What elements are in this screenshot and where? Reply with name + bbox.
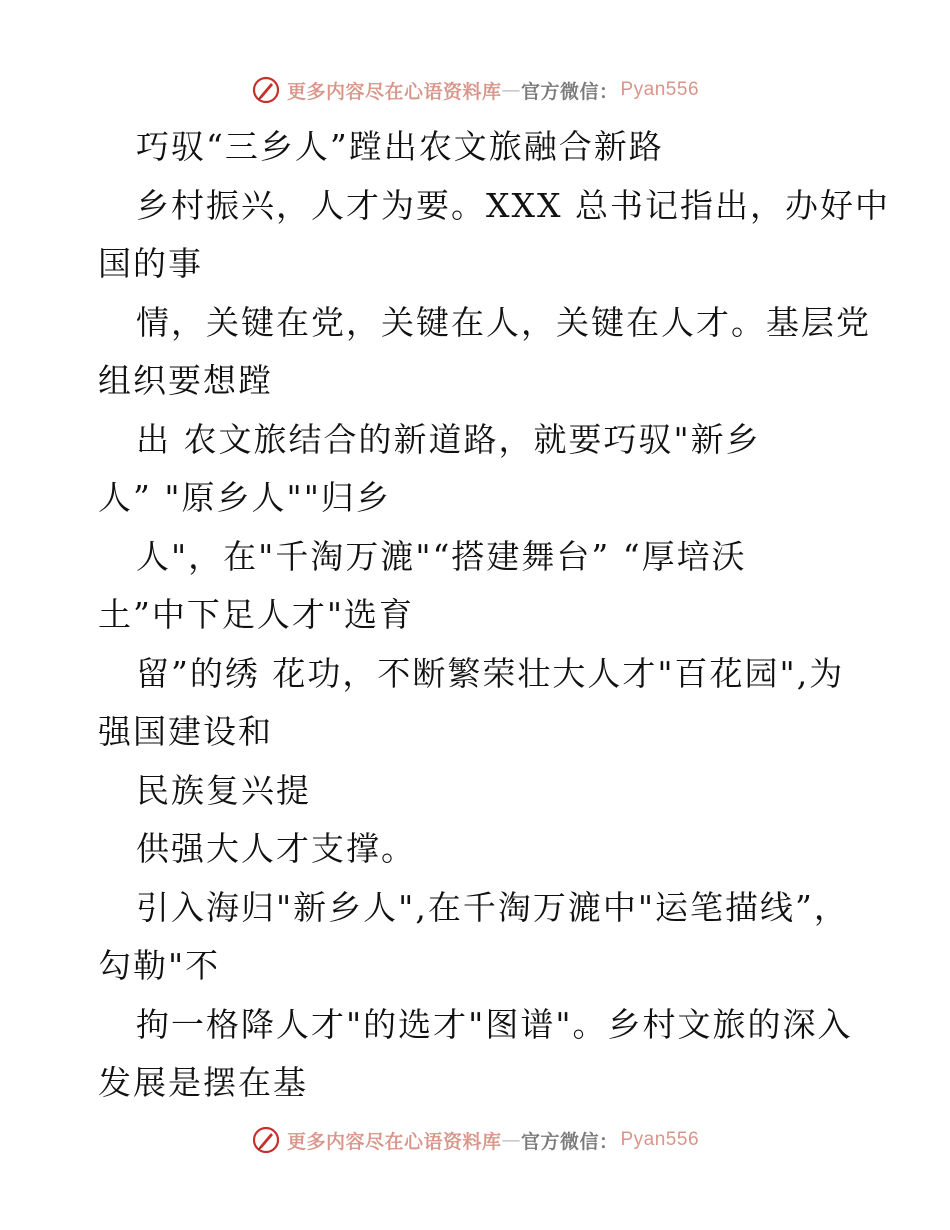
document-title: 巧驭“三乡人”蹚出农文旅融合新路	[136, 127, 664, 166]
text-line: 引入海归"新乡人",在千淘万漉中"运笔描线”，	[136, 887, 849, 927]
text-line: 出 农文旅结合的新道路，就要巧驭"新乡	[136, 419, 761, 459]
watermark-separator: —	[501, 1129, 521, 1151]
text-line: 供强大人才支撑。	[136, 829, 416, 868]
watermark-label: 官方微信：	[520, 1130, 619, 1153]
text-line: 国的事	[98, 244, 203, 283]
text-line: 土”中下足人才"选育	[98, 595, 415, 634]
quill-logo-icon	[251, 1125, 281, 1155]
text-line: 人” "原乡人""归乡	[98, 478, 391, 517]
watermark-brand: 更多内容尽在心语资料库	[286, 1130, 502, 1153]
text-line: 拘一格降人才"的选才"图谱"。乡村文旅的深入	[136, 1004, 853, 1044]
quill-logo-icon	[251, 75, 281, 105]
watermark-wechat-id: Pyan556	[620, 1129, 700, 1150]
text-line: 乡村振兴，人才为要。XXX 总书记指出，办好中	[136, 185, 890, 225]
text-line: 勾勒"不	[98, 946, 221, 985]
text-line: 强国建设和	[98, 712, 273, 751]
watermark-brand: 更多内容尽在心语资料库	[286, 80, 502, 103]
text-line: 民族复兴提	[136, 770, 311, 810]
text-line: 发展是摆在基	[98, 1063, 308, 1102]
footer-watermark	[0, 1122, 950, 1158]
text-line: 情，关键在党，关键在人，关键在人才。基层党	[136, 302, 871, 342]
text-line: 组织要想蹚	[98, 361, 273, 400]
watermark-separator: —	[501, 79, 521, 101]
watermark-wechat-id: Pyan556	[620, 79, 700, 100]
document-body	[98, 118, 890, 1113]
header-watermark	[0, 72, 950, 108]
watermark-label: 官方微信：	[520, 80, 619, 103]
text-line: 留”的绣 花功，不断繁荣壮大人才"百花园",为	[136, 653, 845, 693]
text-line: 人"，在"千淘万漉"“搭建舞台” “厚培沃	[136, 536, 747, 576]
